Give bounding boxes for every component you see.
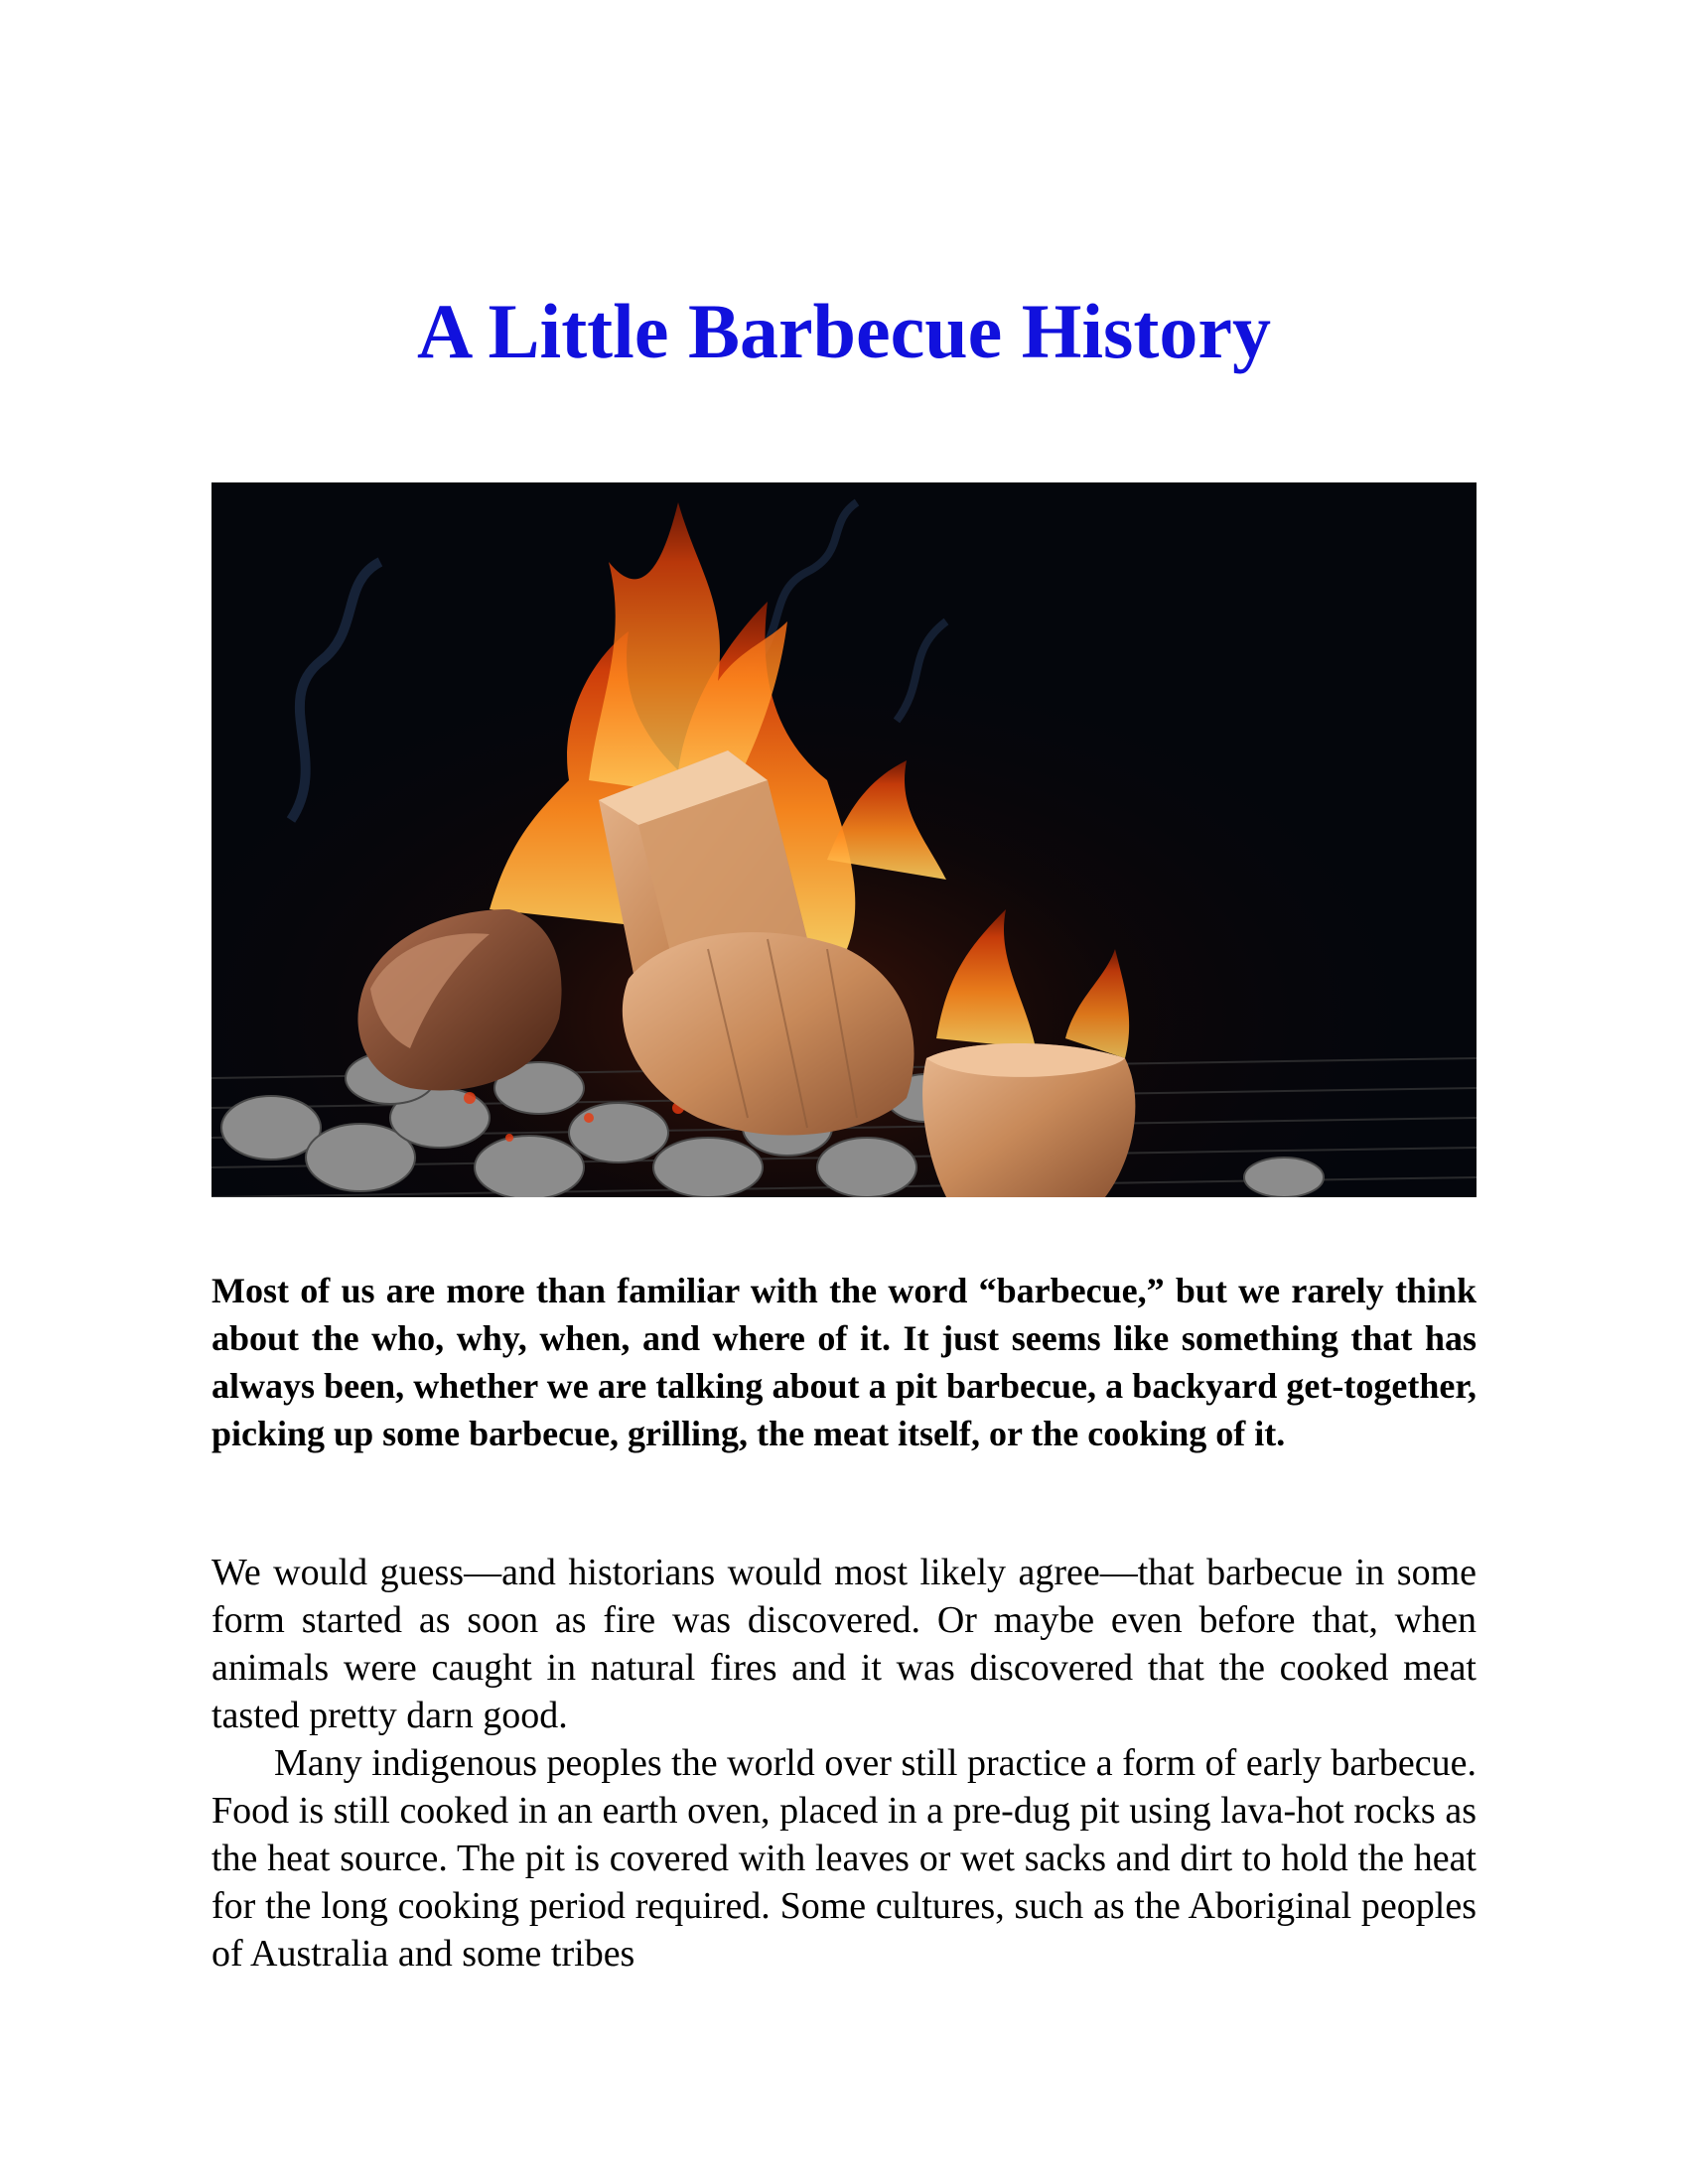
campfire-illustration [211,482,1477,1197]
body-paragraph-2: Many indigenous peoples the world over still practice a form of early barbecue. Food is still cooked in an earth oven, placed in a pre-dug pit using lava-hot rocks as the heat source. The pit is covered with leaves or wet sacks and dirt to hold the heat for the long cooking period required. Some cultures, such as the Aboriginal peoples of Australia and some tribes [211,1742,1477,1975]
body-paragraph-1: We would guess—and historians would most likely agree—that barbecue in some form started as soon as fire was discovered. Or maybe even before that, when animals were caught in natural fires and it was discovered that the cooked meat tasted pretty darn good. [211,1552,1477,1736]
page-title: A Little Barbecue History [416,288,1272,374]
campfire-image [211,482,1477,1197]
lead-paragraph: Most of us are more than familiar with the word “barbecue,” but we rarely think about the who, why, when, and where of it. It just seems like something that has always been, whether we are talking about a pit barbecue, a backyard get-together, picking up some barbecue, grilling, the meat itself, or the cooking of it. [211,1271,1477,1453]
